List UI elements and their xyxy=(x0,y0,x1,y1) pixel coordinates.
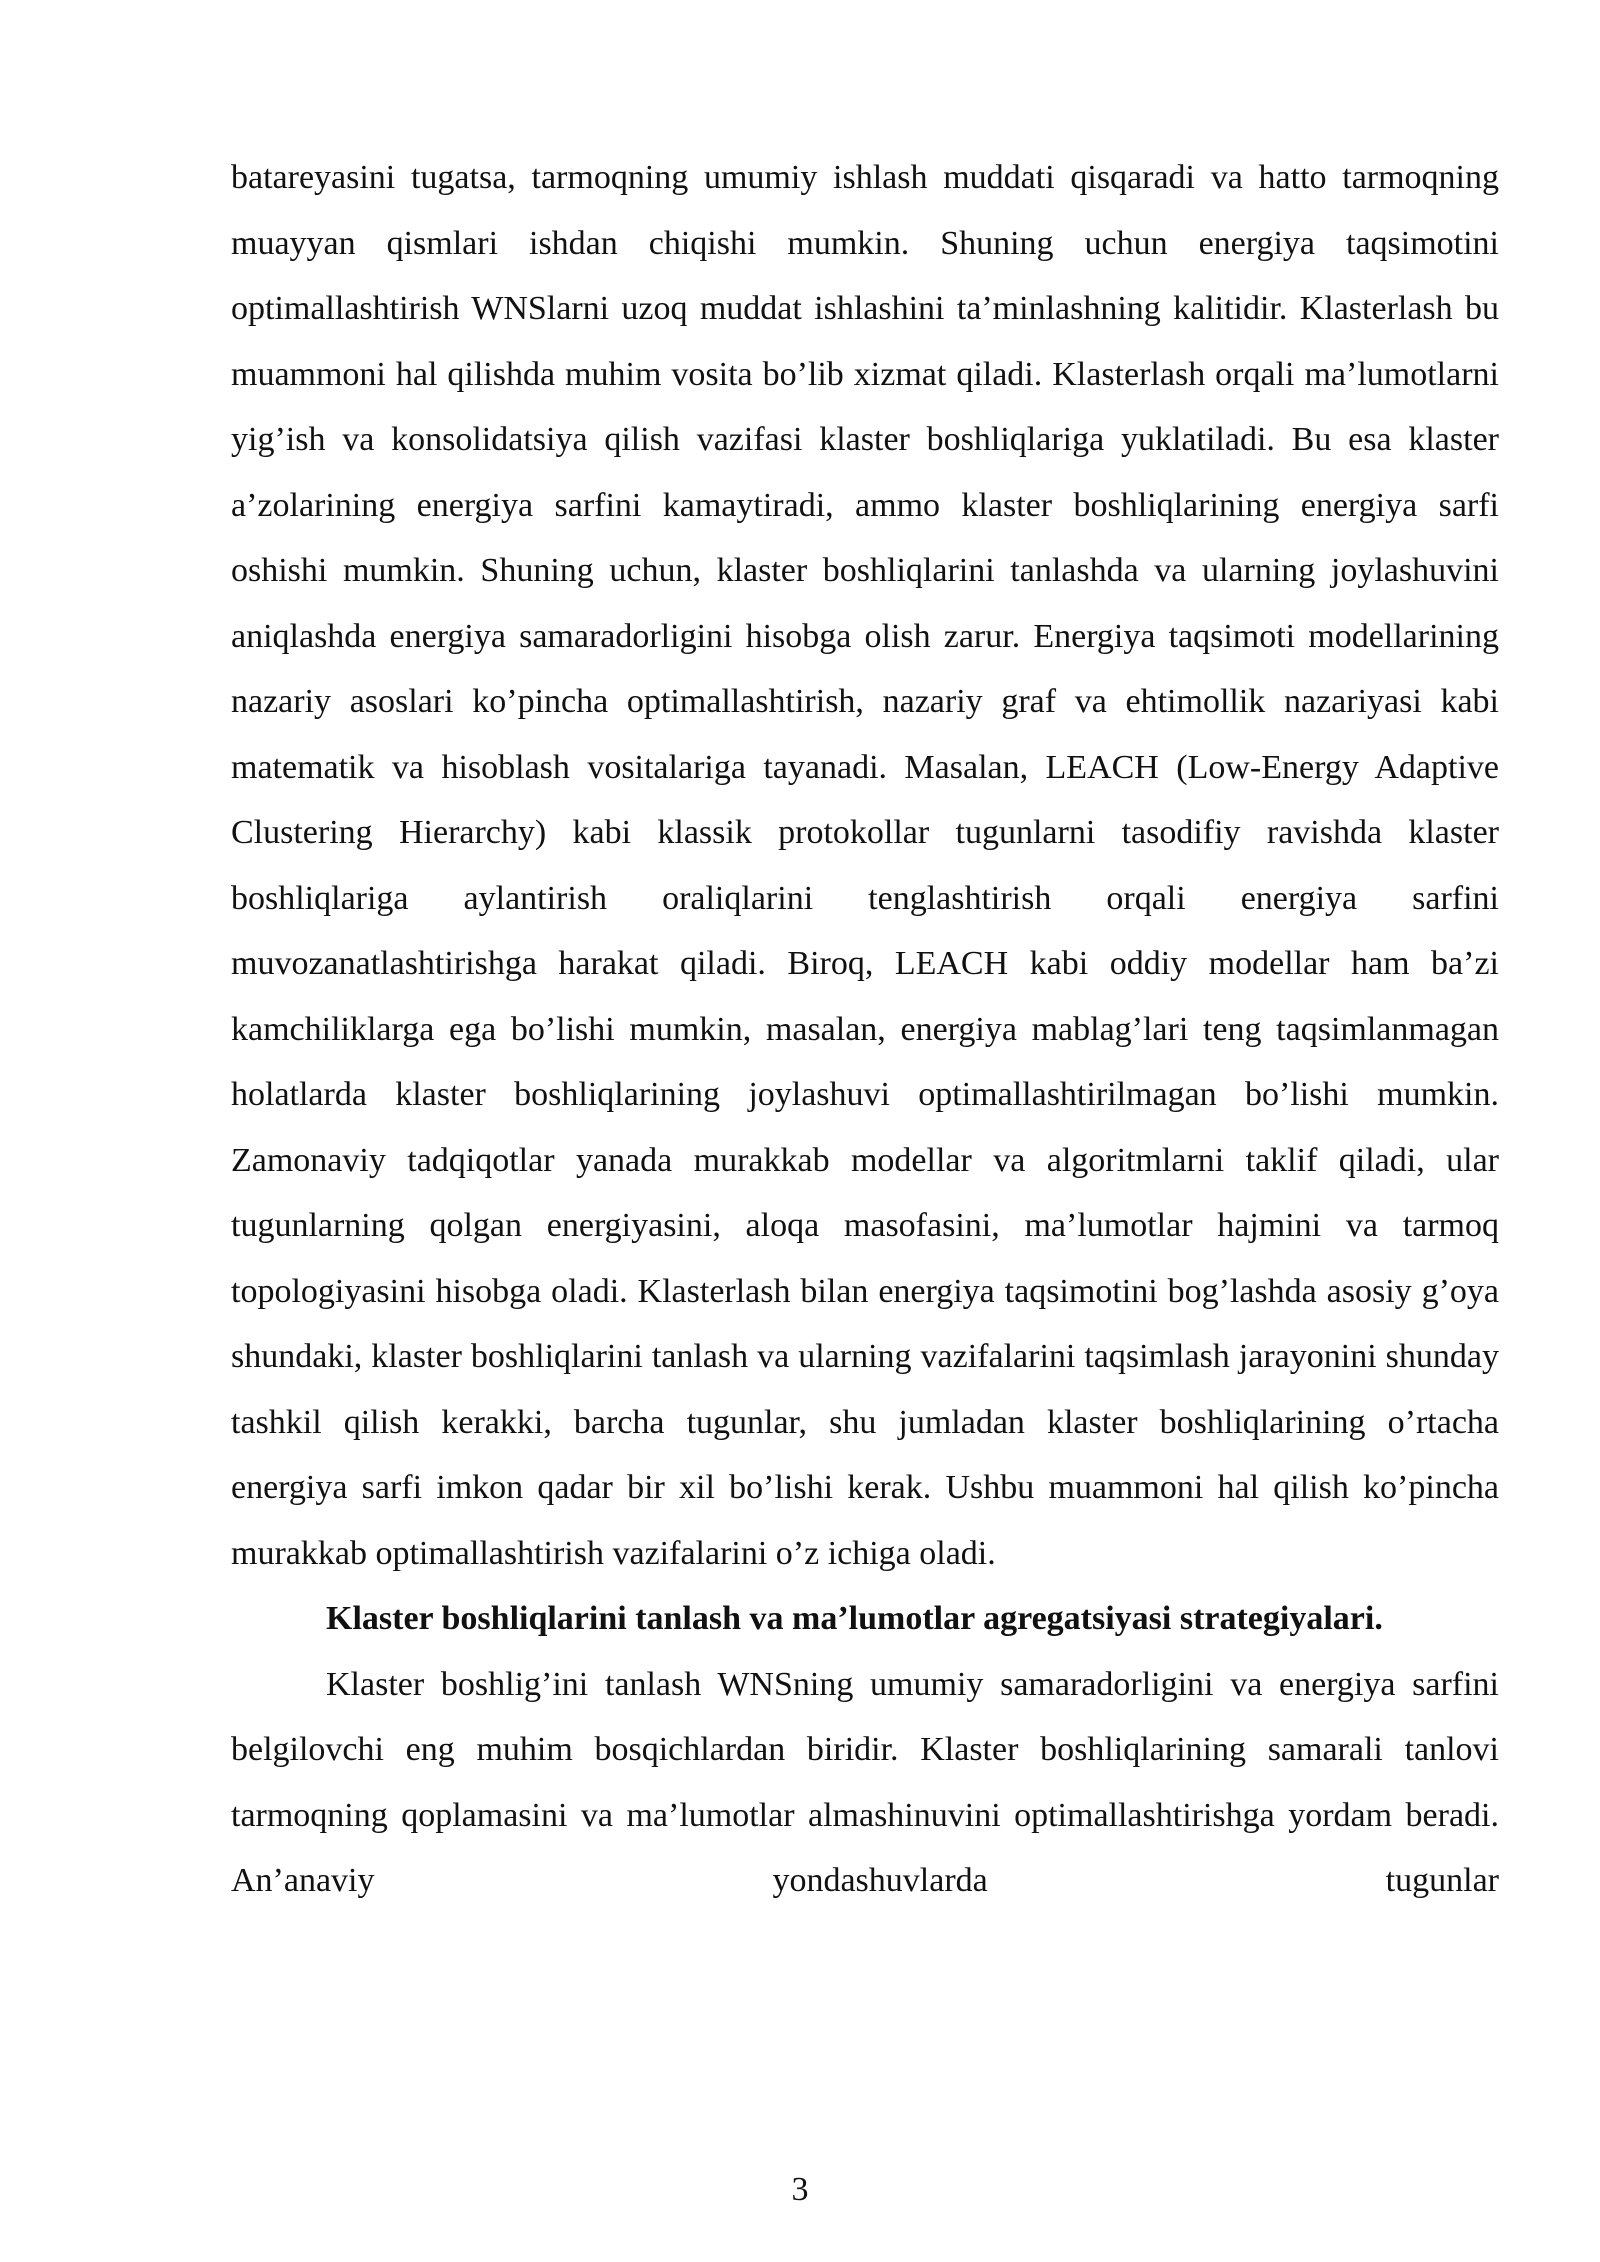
body-paragraph-continued: Klaster boshlig’ini tanlash WNSning umumiy samaradorligini va energiya sarfini belgilovchi eng muhim bosqichlardan biridir. Klaster boshliqlarining samarali tanlovi tarmoqning qoplamasini va ma’lumotlar almashinuvini optimallashtirishga yordam beradi. An’anaviy yondashuvlarda tugunlar xyxy=(231,1665,1499,1899)
section-heading: Klaster boshliqlarini tanlash va ma’lumotlar agregatsiyasi strategiyalari. xyxy=(326,1600,1383,1637)
document-page xyxy=(231,145,1499,1914)
page-number: 3 xyxy=(791,2171,809,2208)
body-paragraph: batareyasini tugatsa, tarmoqning umumiy ishlash muddati qisqaradi va hatto tarmoqning muayyan qismlari ishdan chiqishi mumkin. Shuning uchun energiya taqsimotini optimallashtirish WNSlarni uzoq muddat ishlashini ta’minlashning kalitidir. Klasterlash bu muammoni hal qilishda muhim vosita bo’lib xizmat qiladi. Klasterlash orqali ma’lumotlarni yig’ish va konsolidatsiya qilish vazifasi klaster boshliqlariga yuklatiladi. Bu esa klaster a’zolarining energiya sarfini kamaytiradi, ammo klaster boshliqlarining energiya sarfi oshishi mumkin. Shuning uchun, klaster boshliqlarini tanlashda va ularning joylashuvini aniqlashda energiya samaradorligini hisobga olish zarur. Energiya taqsimoti modellarining nazariy asoslari ko’pincha optimallashtirish, nazariy graf va ehtimollik nazariyasi kabi matematik va hisoblash vositalariga tayanadi. Masalan, LEACH (Low-Energy Adaptive Clustering Hierarchy) kabi klassik protokollar tugunlarni tasodifiy ravishda klaster boshliqlariga aylantirish oraliqlarini tenglashtirish orqali energiya sarfini muvozanatlashtirishga harakat qiladi. Biroq, LEACH kabi oddiy modellar ham ba’zi kamchiliklarga ega bo’lishi mumkin, masalan, energiya mablag’lari teng taqsimlanmagan holatlarda klaster boshliqlarining joylashuvi optimallashtirilmagan bo’lishi mumkin. Zamonaviy tadqiqotlar yanada murakkab modellar va algoritmlarni taklif qiladi, ular tugunlarning qolgan energiyasini, aloqa masofasini, ma’lumotlar hajmini va tarmoq topologiyasini hisobga oladi. Klasterlash bilan energiya taqsimotini bog’lashda asosiy g’oya shundaki, klaster boshliqlarini tanlash va ularning vazifalarini taqsimlash jarayonini shunday tashkil qilish kerakki, barcha tugunlar, shu jumladan klaster boshliqlarining o’rtacha energiya sarfi imkon qadar bir xil bo’lishi kerak. Ushbu muammoni hal qilish ko’pincha murakkab optimallashtirish vazifalarini o’z ichiga oladi. xyxy=(231,159,1499,1572)
